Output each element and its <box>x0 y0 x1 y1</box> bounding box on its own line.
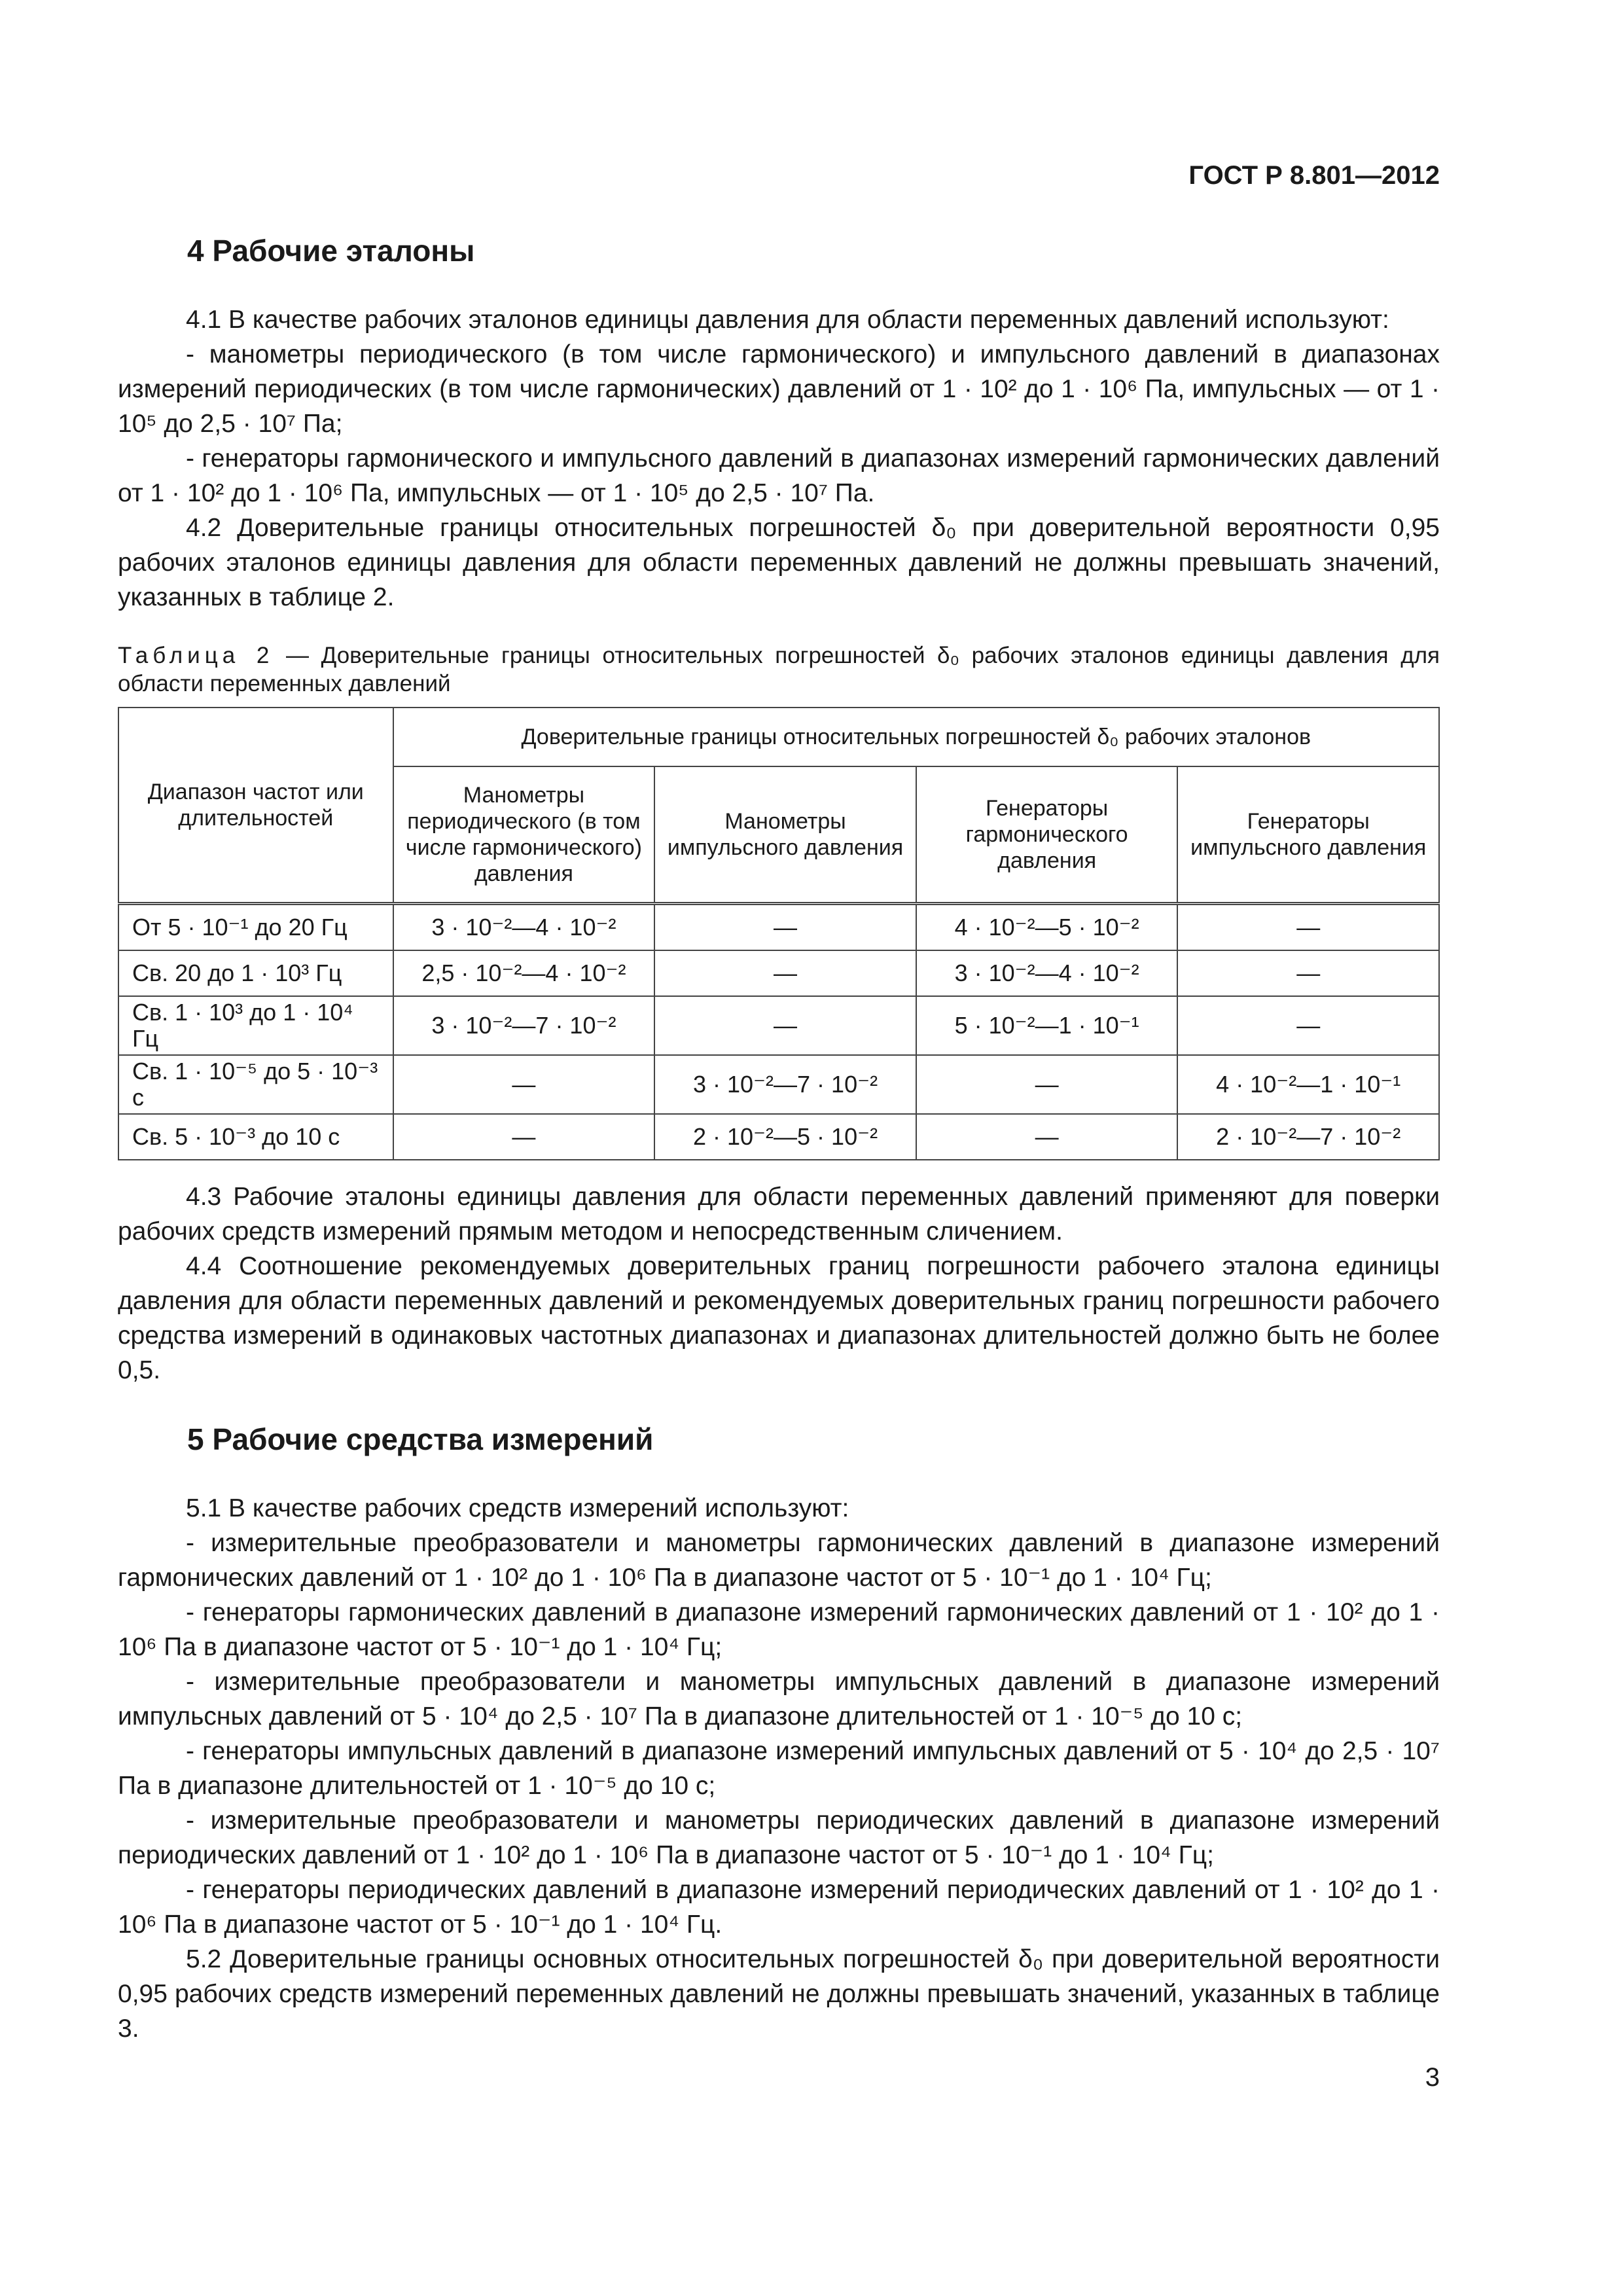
table-row <box>118 1114 1439 1160</box>
table-cell: — <box>393 1055 655 1114</box>
table-cell: — <box>654 950 916 996</box>
table-cell: От 5 · 10⁻¹ до 20 Гц <box>118 904 393 951</box>
table-cell: 3 · 10⁻²—7 · 10⁻² <box>654 1055 916 1114</box>
table-cell: Св. 1 · 10³ до 1 · 10⁴ Гц <box>118 996 393 1055</box>
table-row <box>118 950 1439 996</box>
paragraph-4-4: 4.4 Соотношение рекомендуемых доверительных границ погрешности рабочего эталона единицы давления для области переменных давлений и рекомендуемых доверительных границ погрешности рабочего средства измерений в одинаковых частотных диапазонах и диапазонах длительностей должно быть не более 0,5. <box>118 1252 1440 1384</box>
list-item: - генераторы гармонических давлений в диапазоне измерений гармонических давлений от 1 · 10² до 1 · 10⁶ Па в диапазоне частот от 5 · 10⁻¹ до 1 · 10⁴ Гц; <box>118 1598 1440 1661</box>
table-cell: 2 · 10⁻²—5 · 10⁻² <box>654 1114 916 1160</box>
table-cell: 4 · 10⁻²—5 · 10⁻² <box>916 904 1178 951</box>
table-row <box>118 1055 1439 1114</box>
list-item: - генераторы импульсных давлений в диапазоне измерений импульсных давлений от 5 · 10⁴ до 2,5 · 10⁷ Па в диапазоне длительностей от 1 · 10⁻⁵ до 10 с; <box>118 1737 1440 1800</box>
list-item-manometers: - манометры периодического (в том числе гармонического) и импульсного давлений в диапазонах измерений периодических (в том числе гармонических) давлений от 1 · 10² до 1 · 10⁶ Па, импульсных — от 1 · 10⁵ до 2,5 · 10⁷ Па; <box>118 340 1440 438</box>
paragraph-5-2: 5.2 Доверительные границы основных относительных погрешностей δ₀ при доверительной вероятности 0,95 рабочих средств измерений переменных давлений не должны превышать значений, указанных в таблице 3. <box>118 1945 1440 2043</box>
list-item: - измерительные преобразователи и манометры импульсных давлений в диапазоне измерений импульсных давлений от 5 · 10⁴ до 2,5 · 10⁷ Па в диапазоне длительностей от 1 · 10⁻⁵ до 10 с; <box>118 1668 1440 1731</box>
table-2-caption-text: — Доверительные границы относительных погрешностей δ₀ рабочих эталонов единицы давления для области переменных давлений <box>118 643 1440 696</box>
list-item: - измерительные преобразователи и манометры периодических давлений в диапазоне измерений периодических давлений от 1 · 10² до 1 · 10⁶ Па в диапазоне частот от 5 · 10⁻¹ до 1 · 10⁴ Гц; <box>118 1806 1440 1869</box>
column-group-header: Доверительные границы относительных погрешностей δ₀ рабочих эталонов <box>393 708 1439 766</box>
column-header: Манометры импульсного давления <box>654 766 916 904</box>
table-cell: Св. 20 до 1 · 10³ Гц <box>118 950 393 996</box>
list-item: - измерительные преобразователи и манометры гармонических давлений в диапазоне измерений гармонических давлений от 1 · 10² до 1 · 10⁶ Па в диапазоне частот от 5 · 10⁻¹ до 1 · 10⁴ Гц; <box>118 1529 1440 1592</box>
table-cell: — <box>654 904 916 951</box>
table-row <box>118 996 1439 1055</box>
document-code: ГОСТ Р 8.801—2012 <box>1188 161 1440 190</box>
column-header: Генераторы импульсного давления <box>1177 766 1439 904</box>
table-cell: Св. 5 · 10⁻³ до 10 с <box>118 1114 393 1160</box>
table-row <box>118 904 1439 951</box>
column-header: Манометры периодического (в том числе гармонического) давления <box>393 766 655 904</box>
table-cell: 4 · 10⁻²—1 · 10⁻¹ <box>1177 1055 1439 1114</box>
paragraph-5-1: 5.1 В качестве рабочих средств измерений используют: <box>186 1494 849 1522</box>
section-5-title: 5 Рабочие средства измерений <box>187 1422 654 1456</box>
table-cell: 3 · 10⁻²—7 · 10⁻² <box>393 996 655 1055</box>
table-cell: 2 · 10⁻²—7 · 10⁻² <box>1177 1114 1439 1160</box>
list-item: - генераторы периодических давлений в диапазоне измерений периодических давлений от 1 · 10² до 1 · 10⁶ Па в диапазоне частот от 5 · 10⁻¹ до 1 · 10⁴ Гц. <box>118 1876 1440 1939</box>
paragraph-4-1: 4.1 В качестве рабочих эталонов единицы давления для области переменных давлений используют: <box>186 306 1389 334</box>
table-2-caption <box>118 641 1440 698</box>
section-4-body-continued <box>118 1179 1440 1388</box>
table-cell: — <box>916 1055 1178 1114</box>
section-4-body <box>118 302 1440 615</box>
table-cell: 2,5 · 10⁻²—4 · 10⁻² <box>393 950 655 996</box>
table-cell: — <box>393 1114 655 1160</box>
table-2 <box>118 707 1440 1160</box>
paragraph-4-3: 4.3 Рабочие эталоны единицы давления для области переменных давлений применяют для поверки рабочих средств измерений прямым методом и непосредственным сличением. <box>118 1183 1440 1246</box>
table-cell: 3 · 10⁻²—4 · 10⁻² <box>393 904 655 951</box>
column-header-range: Диапазон частот или длительностей <box>118 708 393 904</box>
table-cell: 3 · 10⁻²—4 · 10⁻² <box>916 950 1178 996</box>
list-item-generators: - генераторы гармонического и импульсного давлений в диапазонах измерений гармонических давлений от 1 · 10² до 1 · 10⁶ Па, импульсных — от 1 · 10⁵ до 2,5 · 10⁷ Па. <box>118 444 1440 507</box>
table-cell: — <box>1177 904 1439 951</box>
table-cell: — <box>916 1114 1178 1160</box>
section-5-body <box>118 1491 1440 2046</box>
table-cell: Св. 1 · 10⁻⁵ до 5 · 10⁻³ с <box>118 1055 393 1114</box>
document-page <box>118 0 1440 2296</box>
table-cell: — <box>654 996 916 1055</box>
table-header-row <box>118 708 1439 766</box>
paragraph-4-2: 4.2 Доверительные границы относительных погрешностей δ₀ при доверительной вероятности 0,95 рабочих эталонов единицы давления для области переменных давлений не должны превышать значений, указанных в таблице 2. <box>118 514 1440 611</box>
page-number: 3 <box>1425 2063 1440 2092</box>
table-cell: 5 · 10⁻²—1 · 10⁻¹ <box>916 996 1178 1055</box>
section-4-title: 4 Рабочие эталоны <box>187 234 475 268</box>
table-cell: — <box>1177 996 1439 1055</box>
table-cell: — <box>1177 950 1439 996</box>
table-2-caption-label: Таблица 2 <box>118 643 274 668</box>
column-header: Генераторы гармонического давления <box>916 766 1178 904</box>
